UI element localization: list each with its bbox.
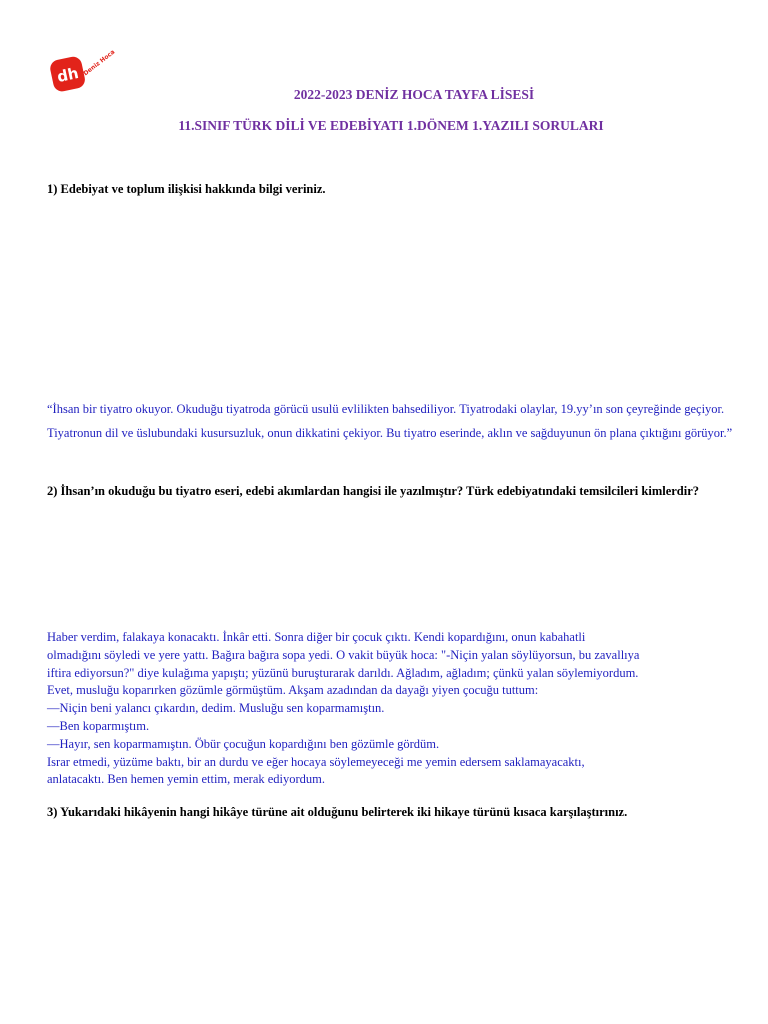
passage-2-line: Evet, musluğu koparırken gözümle görmüştüm. Akşam azadından da dayağı yiyen çocuğu tuttum:	[47, 683, 539, 698]
passage-2-line: olmadığını söyledi ve yere yattı. Bağıra bağıra sopa yedi. O vakit büyük hoca: "-Niçin yalan söylüyorsun, bu zavallıya	[47, 647, 640, 662]
passage-2-line: —Niçin beni yalancı çıkardın, dedim. Musluğu sen koparmamıştın.	[47, 701, 385, 716]
logo-side-text: Deniz Hoca	[82, 48, 117, 78]
passage-2-line: —Hayır, sen koparmamıştın. Öbür çocuğun kopardığını ben gözümle gördüm.	[47, 736, 440, 751]
school-title: 2022-2023 DENİZ HOCA TAYFA LİSESİ	[293, 87, 535, 102]
passage-2-line: Haber verdim, falakaya konacaktı. İnkâr etti. Sonra diğer bir çocuk çıktı. Kendi kopardığını, onun kabahatli	[47, 630, 586, 644]
exam-title: 11.SINIF TÜRK DİLİ VE EDEBİYATI 1.DÖNEM 1.YAZILI SORULARI	[178, 118, 604, 133]
passage-2-line: iftira ediyorsun?" diye kulağıma yapıştı; yüzünü buruşturarak darıldı. Ağladım, ağladım; çünkü yalan söylemiyordum.	[47, 665, 639, 680]
question-1: 1) Edebiyat ve toplum ilişkisi hakkında bilgi veriniz.	[47, 182, 326, 196]
logo-main-text: dh	[55, 63, 81, 87]
passage-2-line: anlatacaktı. Ben hemen yemin ettim, merak ediyordum.	[47, 772, 326, 787]
passage-2-line: —Ben koparmıştım.	[47, 718, 150, 733]
passage-2	[47, 629, 737, 789]
passage-1: “İhsan bir tiyatro okuyor. Okuduğu tiyatroda görücü usulü evlilikten bahsediliyor. Tiyatrodaki olaylar, 19.yy’ın son çeyreğinde geçiyor. Tiyatronun dil ve üslubundaki kusursuzluk, onun dikkatini çekiyor. Bu tiyatro eserinde, aklın ve sağduyunun ön plana çıktığını görüyor.”	[47, 402, 733, 440]
passage-2-line: Israr etmedi, yüzüme baktı, bir an durdu ve eğer hocaya söylemeyeceği me yemin edersem saklamayacaktı,	[47, 754, 585, 769]
question-2: 2) İhsan’ın okuduğu bu tiyatro eseri, edebi akımlardan hangisi ile yazılmıştır? Türk edebiyatındaki temsilcileri kimlerdir?	[47, 484, 700, 498]
question-3: 3) Yukarıdaki hikâyenin hangi hikâye türüne ait olduğunu belirterek iki hikaye türünü kısaca karşılaştırınız.	[47, 805, 628, 819]
